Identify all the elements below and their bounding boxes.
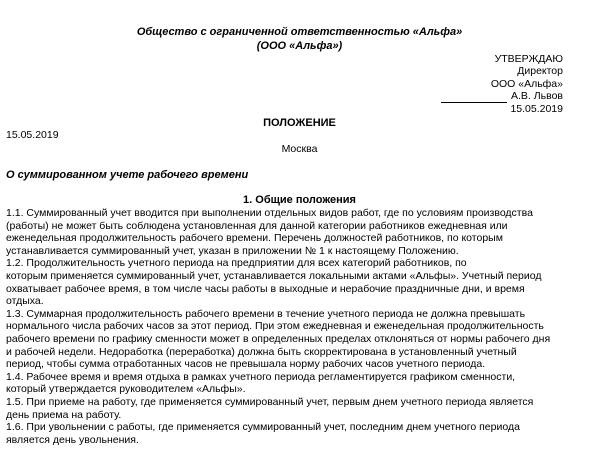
- document-title: ПОЛОЖЕНИЕ: [263, 117, 336, 129]
- body-line: 1.2. Продолжительность учетного периода на предприятии для всех категорий работников, по: [6, 257, 467, 270]
- section-body: [6, 207, 596, 446]
- body-line: охватывает рабочее время, в том числе часы работы в выходные и нерабочие праздничные дни, и время: [6, 282, 525, 295]
- document-subject: О суммированном учете рабочего времени: [6, 169, 249, 181]
- approval-position: Директор: [517, 65, 563, 78]
- body-line: период, чтобы сумма отработанных часов не превышала норму рабочих часов учетного периода.: [6, 358, 486, 371]
- body-line: который утверждается руководителем «Альфы».: [6, 383, 246, 396]
- approval-signer: А.В. Львов: [511, 90, 563, 103]
- body-line: является день увольнения.: [6, 433, 139, 446]
- body-line: 1.3. Суммарная продолжительность рабочего времени в течение учетного периода не должна превышать: [6, 307, 526, 320]
- body-line: 1.5. При приеме на работу, где применяется суммированный учет, первым днем учетного периода является: [6, 395, 534, 408]
- body-line: нормального числа рабочих часов за этот период. При этом ежедневная и еженедельная продолжительность: [6, 320, 544, 333]
- organization-short-name: (ООО «Альфа»): [256, 40, 343, 52]
- approval-heading: УТВЕРЖДАЮ: [494, 53, 563, 65]
- organization-full-name: Общество с ограниченной ответственностью «Альфа»: [136, 26, 463, 38]
- body-line: отдыха.: [6, 295, 44, 308]
- approval-block: [441, 53, 563, 115]
- signature-line: [441, 92, 507, 103]
- approval-signature-row: [441, 90, 563, 102]
- body-line: которым применяется суммированный учет, устанавливается локальными актами «Альфы». Учетный период: [6, 269, 542, 282]
- body-line: устанавливается суммированный учет, указан в приложении № 1 к настоящему Положению.: [6, 244, 459, 257]
- approval-company: ООО «Альфа»: [490, 77, 563, 90]
- body-line: еженедельная продолжительность рабочего времени. Перечень должностей работников, по которым: [6, 232, 503, 245]
- body-line: (работы) не может быть соблюдена установленная для данной категории работников ежедневная или: [6, 219, 508, 232]
- body-line: день приема на работу.: [6, 408, 122, 421]
- section-title: 1. Общие положения: [243, 194, 356, 206]
- body-line: и рабочей недели. Недоработка (переработка) должна быть скорректирована в установленный учетный: [6, 345, 517, 358]
- document-date: 15.05.2019: [6, 129, 59, 141]
- body-line: 1.4. Рабочее время и время отдыха в рамках учетного периода регламентируется графиком сменности,: [6, 370, 516, 383]
- approval-date: 15.05.2019: [510, 102, 563, 115]
- body-line: 1.1. Суммированный учет вводится при выполнении отдельных видов работ, где по условиям производства: [6, 207, 533, 219]
- document-city: Москва: [281, 143, 318, 155]
- body-line: рабочего времени по графику сменности может в определенных пределах отклоняться от нормы рабочего дня: [6, 332, 551, 345]
- body-line: 1.6. При увольнении с работы, где применяется суммированный учет, последним днем учетного периода: [6, 421, 520, 434]
